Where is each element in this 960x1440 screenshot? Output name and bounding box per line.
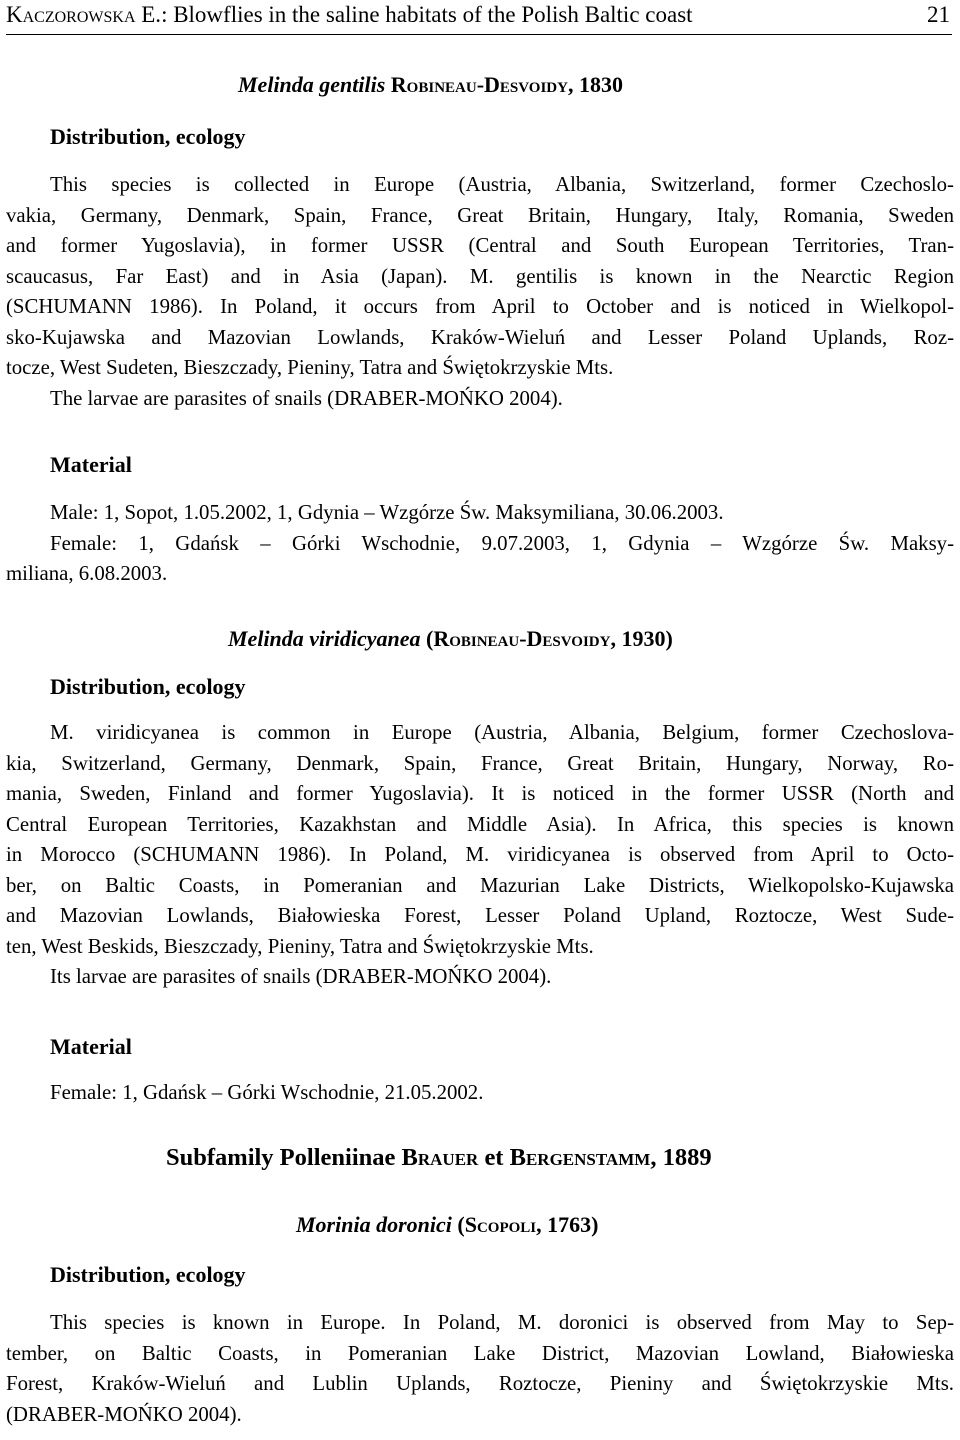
species-heading-1: Melinda gentilis Robineau-Desvoidy, 1830	[238, 72, 623, 97]
material-text-1: Male: 1, Sopot, 1.05.2002, 1, Gdynia – Wzgórze Św. Maksymiliana, 30.06.2003. Female: 1, Gdańsk – Górki Wschodnie, 9.07.2003, 1, Gdynia – Wzgórze Św. Maksy- miliana, 6.08.2003.	[6, 501, 954, 585]
distribution-text-3: This species is known in Europe. In Poland, M. doronici is observed from May to Sep- tember, on Baltic Coasts, in Pomeranian Lake District, Mazovian Lowland, Białowieska Forest, Kraków-Wieluń and Lublin Uplands, Roztocze, Pieniny and Świętokrzyskie Mts. (DRABER-MOŃKO 2004).	[6, 1311, 954, 1426]
header-title: : Blowflies in the saline habitats of the Polish Baltic coast	[161, 2, 693, 27]
subfamily-heading: Subfamily Polleniinae Brauer et Bergenstamm, 1889	[166, 1144, 712, 1171]
species-heading-3: Morinia doronici (Scopoli, 1763)	[296, 1212, 599, 1237]
distribution-text-1: This species is collected in Europe (Austria, Albania, Switzerland, former Czechoslo- vakia, Germany, Denmark, Spain, France, Great Britain, Hungary, Italy, Romania, Sweden and former Yugoslavia), in former USSR (Central and South European Territories, Tran- scaucasus, Far East) and in Asia (Japan). M. gentilis is known in the Nearctic Region (SCHUMANN 1986). In Poland, it occurs from April to October and is noticed in Wielkopol- sko-Kujawska and Mazovian Lowlands, Kraków-Wieluń and Lesser Poland Uplands, Roz- tocze, West Sudeten, Bieszczady, Pieniny, Tatra and Świętokrzyskie Mts. The larvae are parasites of snails (DRABER-MOŃKO 2004).	[6, 173, 954, 410]
distribution-heading-2: Distribution, ecology	[50, 674, 246, 699]
species-heading-2: Melinda viridicyanea (Robineau-Desvoidy, 1930)	[228, 626, 673, 651]
material-text-2: Female: 1, Gdańsk – Górki Wschodnie, 21.05.2002.	[50, 1081, 484, 1104]
material-heading-2: Material	[50, 1034, 132, 1059]
distribution-heading-1: Distribution, ecology	[50, 124, 246, 149]
material-heading-1: Material	[50, 452, 132, 477]
header-author: Kaczorowska E.	[6, 2, 162, 27]
distribution-text-2: M. viridicyanea is common in Europe (Austria, Albania, Belgium, former Czechoslova- kia, Switzerland, Germany, Denmark, Spain, France, Great Britain, Hungary, Norway, Ro- mania, Sweden, Finland and former Yugoslavia). It is noticed in the former USSR (North and Central European Territories, Kazakhstan and Middle Asia). In Africa, this species is known in Morocco (SCHUMANN 1986). In Poland, M. viridicyanea is observed from April to Octo- ber, on Baltic Coasts, in Pomeranian and Mazurian Lake Districts, Wielkopolsko-Kujawska and Mazovian Lowlands, Białowieska Forest, Lesser Poland Upland, Roztocze, West Sude- ten, West Beskids, Bieszczady, Pieniny, Tatra and Świętokrzyskie Mts. Its larvae are parasites of snails (DRABER-MOŃKO 2004).	[6, 721, 954, 988]
page-number: 21	[927, 2, 950, 27]
running-header	[6, 0, 952, 35]
distribution-heading-3: Distribution, ecology	[50, 1262, 246, 1287]
